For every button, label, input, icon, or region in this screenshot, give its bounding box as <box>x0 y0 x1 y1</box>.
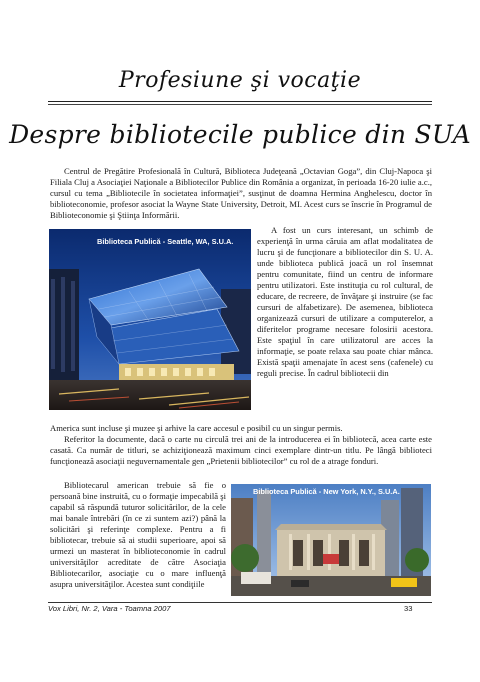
section-heading: Profesiune şi vocaţie <box>118 68 362 93</box>
right-column-paragraph: A fost un curs interesant, un schimb de experienţă în urma căruia am aflat modalitatea de lucru şi de funcţionare a bibliotecilor din S. U. A. unde biblioteca publică joacă un rol însemnat pentru comunitate, fiind un centru de informare pentru utilizatori. Este instituţia cu rol cultural, de educare, de recreere, de învăţare şi instruire (se fac cursuri de alfabetizare). De asemenea, biblioteca organizează cursuri de utilizare a computerelor, a diferitelor programe necesare folosirii acestora. Este spaţiul în care utilizatorul are acces la informaţie, se poate relaxa sau poate chiar mânca. Există spaţii amenajate în acest sens (cafenele) cu reguli precise. În cadrul bibliotecii din <box>257 225 433 378</box>
article-title: Despre bibliotecile publice din SUA <box>9 120 471 149</box>
heading-rule-thick <box>48 101 432 102</box>
publication-info: Vox Libri, Nr. 2, Vara - Toamna 2007 <box>48 604 171 613</box>
librarian-paragraph: Bibliotecarul american trebuie să fie o persoană bine instruită, cu o formaţie impecabilă şi capabil să răspundă tuturor solicitărilor, de la cele mai banale întrebări (în ce zi suntem azi?) până la solicitări şi referinţe complexe. Pentru a fi bibliotecar, trebuie să ai studii superioare, apoi să urmezi un masterat în biblioteconomie în cadrul universităţilor acreditate de către Asociaţia Bibliotecarilor, asociaţie cu o mare influenţă asupra universităţilor. Acestea sunt condiţiile <box>50 480 226 589</box>
heading-rule-thin <box>48 104 432 105</box>
seattle-photo-caption: Biblioteca Publică - Seattle, WA, S.U.A. <box>97 237 234 246</box>
seattle-library-photo <box>49 229 251 410</box>
documents-paragraph: Referitor la documente, dacă o carte nu circulă trei ani de la introducerea ei în bibliotecă, acea carte este casată. Ca număr de titluri, se achiziţionează maximum cinci exemplare dintr-un titlu. Pe lângă biblioteci funcţionează asociaţii neguvernamentale gen „Prietenii bibliotecilor” cu rol de a atrage fonduri. <box>50 434 432 466</box>
newyork-library-photo <box>231 484 431 596</box>
intro-paragraph: Centrul de Pregătire Profesională în Cultură, Biblioteca Judeţeană „Octavian Goga”, din Cluj-Napoca şi Filiala Cluj a Asociaţiei Naţionale a Bibliotecilor Publice din România a organizat, în perioada 16-20 iulie a.c., cursul cu tema „Bibliotecile în societatea informaţiei”, susţinut de doamna Hermina Anghelescu, doctor în biblioteconomie, profesor asociat la Wayne State University, Detroit, MI. Acest curs se înscrie în Programul de Biblioteconomie şi Ştiinţa Informării. <box>50 166 432 220</box>
newyork-photo-caption: Biblioteca Publică - New York, N.Y., S.U.A. <box>253 487 400 496</box>
full-width-line: America sunt incluse şi muzee şi arhive la care accesul e posibil cu un singur permis. <box>50 423 343 433</box>
page-number: 33 <box>404 604 413 613</box>
footer-rule <box>48 602 432 603</box>
